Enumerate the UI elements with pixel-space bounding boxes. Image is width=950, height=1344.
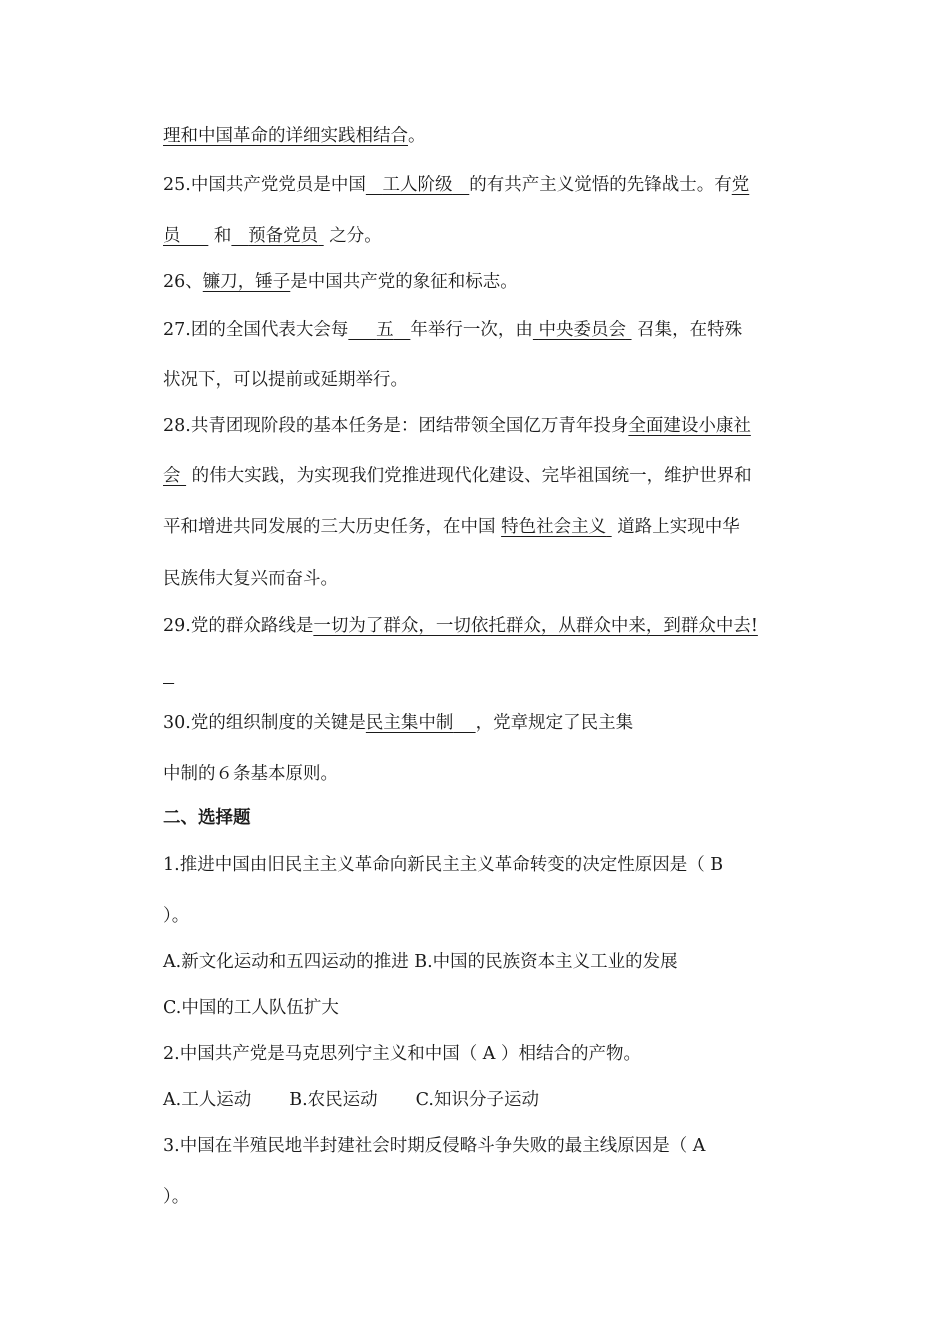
option-b: B.农民运动 bbox=[289, 1090, 378, 1110]
answer-blank: 会 bbox=[163, 466, 181, 486]
item-29: 29.党的群众路线是一切为了群众，一切依托群众，从群众中来，到群众中去! bbox=[163, 616, 758, 636]
answer-blank: 全面建设小康社 bbox=[628, 416, 751, 436]
item-30: 30.党的组织制度的关键是民主集中制 ，党章规定了民主集 bbox=[163, 713, 634, 733]
answer-blank bbox=[163, 664, 174, 684]
mc-question-2-options bbox=[163, 1088, 539, 1112]
mc-question-1-options: A.新文化运动和五四运动的推进 B.中国的民族资本主义工业的发展 bbox=[163, 952, 678, 972]
answer-blank: 镰刀，锤子 bbox=[202, 272, 291, 292]
section-title: 二、选择题 bbox=[163, 808, 251, 828]
mc-question-1-option-c: C.中国的工人队伍扩大 bbox=[163, 998, 339, 1018]
mc-question-3-end: ）。 bbox=[163, 1187, 190, 1207]
answer-blank: 五 bbox=[376, 320, 394, 340]
item-30-line2: 中制的６条基本原则。 bbox=[163, 764, 338, 784]
answer-blank: 民主集中制 bbox=[365, 713, 454, 733]
answer-blank: 理和中国革命的详细实践相结合 bbox=[163, 126, 408, 146]
answer-blank: 一切为了群众，一切依托群众，从群众中来，到群众中去! bbox=[313, 616, 758, 636]
item-28-line4: 民族伟大复兴而奋斗。 bbox=[163, 569, 338, 589]
answer-blank: 工人阶级 bbox=[382, 175, 453, 195]
answer-blank: 员 bbox=[163, 226, 181, 246]
item-29-blank-tail bbox=[163, 662, 174, 686]
mc-question-2: 2.中国共产党是马克思列宁主义和中国（ A ）相结合的产物。 bbox=[163, 1044, 641, 1064]
option-a: A.工人运动 bbox=[163, 1090, 252, 1110]
mc-question-1: 1.推进中国由旧民主主义革命向新民主主义革命转变的决定性原因是（ B bbox=[163, 855, 724, 875]
option-c: C.知识分子运动 bbox=[415, 1090, 539, 1110]
item-28-line3: 平和增进共同发展的三大历史任务，在中国 特色社会主义 道路上实现中华 bbox=[163, 517, 740, 537]
answer-blank: 特色社会主义 bbox=[501, 517, 607, 537]
item-26: 26、镰刀，锤子是中国共产党的象征和标志。 bbox=[163, 272, 518, 292]
item-25: 25.中国共产党党员是中国 工人阶级 的有共产主义觉悟的先锋战士。有党 bbox=[163, 175, 750, 195]
mc-question-3: 3.中国在半殖民地半封建社会时期反侵略斗争失败的最主线原因是（ A bbox=[163, 1136, 706, 1156]
item-25-line2: 员 和 预备党员 之分。 bbox=[163, 226, 382, 246]
item-24-continuation: 理和中国革命的详细实践相结合。 bbox=[163, 126, 426, 146]
item-28-line2: 会 的伟大实践，为实现我们党推进现代化建设、完毕祖国统一，维护世界和 bbox=[163, 466, 752, 486]
item-27: 27.团的全国代表大会每 五 年举行一次，由 中央委员会 召集，在特殊 bbox=[163, 320, 743, 340]
answer-blank: 中央委员会 bbox=[538, 320, 626, 340]
item-28: 28.共青团现阶段的基本任务是：团结带领全国亿万青年投身全面建设小康社 bbox=[163, 416, 751, 436]
answer-blank: 党 bbox=[731, 175, 750, 195]
item-27-line2: 状况下，可以提前或延期举行。 bbox=[163, 370, 408, 390]
answer-blank: 预备党员 bbox=[248, 226, 319, 246]
mc-question-1-end: ）。 bbox=[163, 906, 190, 926]
